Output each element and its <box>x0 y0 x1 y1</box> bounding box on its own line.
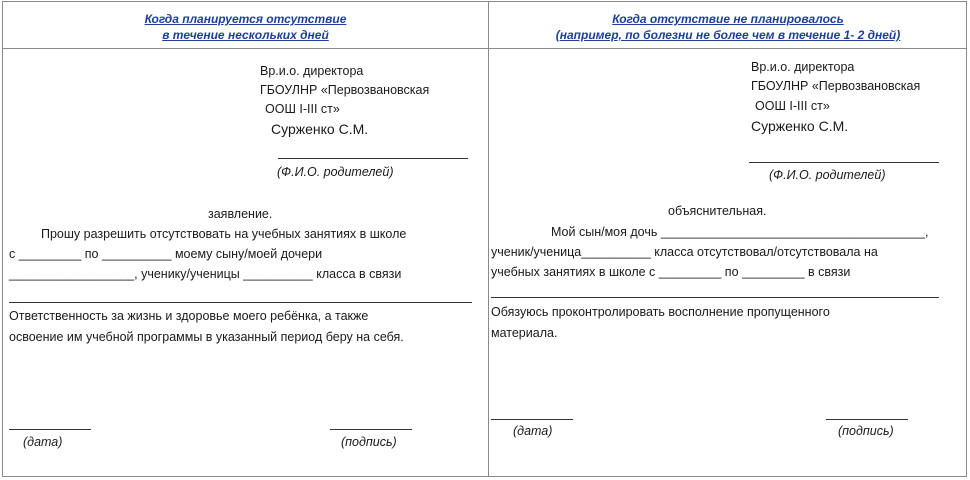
left-addressee-4: Сурженко С.М. <box>271 121 369 137</box>
column-divider <box>488 2 489 476</box>
left-addressee-2: ГБОУЛНР «Первозвановская <box>260 83 430 97</box>
right-text-line-4: Обязуюсь проконтролировать восполнение пропущенного <box>491 305 830 319</box>
right-date-caption: (дата) <box>513 424 553 438</box>
right-addressee-2: ГБОУЛНР «Первозвановская <box>751 79 921 93</box>
left-text-line-4: Ответственность за жизнь и здоровье моего ребёнка, а также <box>9 309 369 323</box>
document-table <box>2 1 967 477</box>
right-header-line1: Когда отсутствие не планировалось <box>612 12 844 26</box>
left-text-line-2: с _________ по __________ моему сыну/моей дочери <box>9 247 323 261</box>
left-header <box>3 11 488 43</box>
left-sign-line <box>330 429 412 430</box>
left-parent-caption: (Ф.И.О. родителей) <box>277 165 394 179</box>
right-text-line-3: учебных занятиях в школе с _________ по _________ в связи <box>491 265 851 279</box>
right-reason-line <box>491 297 939 298</box>
left-header-line1: Когда планируется отсутствие <box>144 12 347 26</box>
left-header-line2: в течение нескольких дней <box>162 28 329 42</box>
right-parent-line <box>749 162 939 163</box>
header-divider <box>3 48 966 49</box>
right-text-line-1: Мой сын/моя дочь ______________________________________, <box>551 225 929 239</box>
left-date-line <box>9 429 91 430</box>
left-text-line-3: __________________, ученику/ученицы __________ класса в связи <box>9 267 402 281</box>
right-doc-title: объяснительная. <box>668 204 767 218</box>
right-sign-caption: (подпись) <box>838 424 894 438</box>
right-addressee-3: ООШ I-III ст» <box>755 99 830 113</box>
left-text-line-1: Прошу разрешить отсутствовать на учебных занятиях в школе <box>41 227 407 241</box>
right-date-line <box>491 419 573 420</box>
left-parent-line <box>278 158 468 159</box>
right-text-line-5: материала. <box>491 326 558 340</box>
right-addressee-4: Сурженко С.М. <box>751 118 849 134</box>
left-date-caption: (дата) <box>23 435 63 449</box>
right-addressee-1: Вр.и.о. директора <box>751 60 855 74</box>
right-header-line2: (например, по болезни не более чем в течение 1- 2 дней) <box>555 28 901 42</box>
left-reason-line <box>9 302 472 303</box>
left-addressee-1: Вр.и.о. директора <box>260 64 364 78</box>
left-sign-caption: (подпись) <box>341 435 397 449</box>
right-text-line-2: ученик/ученица__________ класса отсутствовал/отсутствовала на <box>491 245 878 259</box>
left-doc-title: заявление. <box>208 207 273 221</box>
left-addressee-3: ООШ I-III ст» <box>265 102 340 116</box>
right-header <box>489 11 967 43</box>
left-text-line-5: освоение им учебной программы в указанный период беру на себя. <box>9 330 404 344</box>
right-sign-line <box>826 419 908 420</box>
right-parent-caption: (Ф.И.О. родителей) <box>769 168 886 182</box>
